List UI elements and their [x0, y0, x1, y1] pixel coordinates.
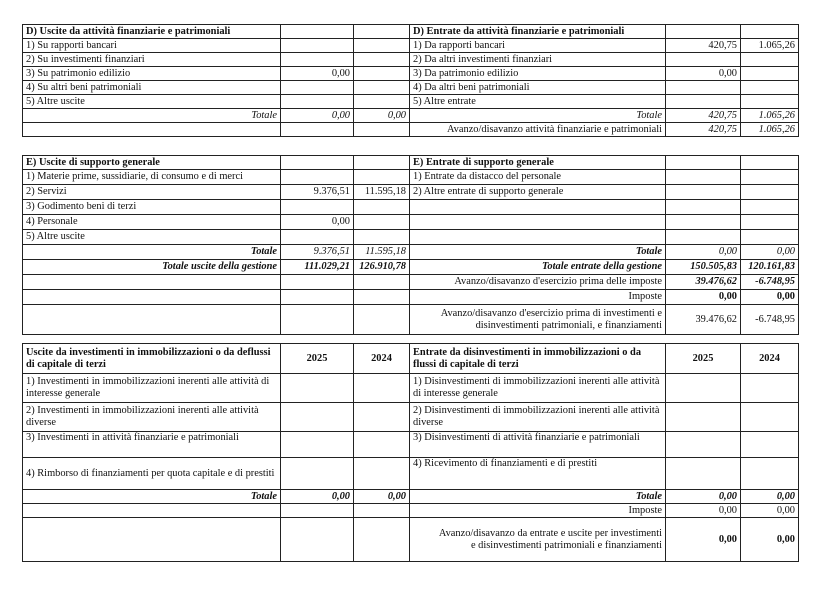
table-row: 3) Su patrimonio edilizio 0,00 3) Da patrimonio edilizio 0,00 [23, 67, 799, 81]
taxes-row: Imposte 0,00 0,00 [23, 290, 799, 305]
total-row: Totale 9.376,51 11.595,18 Totale 0,00 0,00 [23, 245, 799, 260]
table-row: 2) Investimenti in immobilizzazioni inerenti alle attività diverse 2) Disinvestimenti di immobilizzazioni inerenti alle attività diverse [23, 403, 799, 432]
final-surplus-row: Avanzo/disavanzo da entrate e uscite per investimenti e disinvestimenti patrimoniali e finanziamenti 0,00 0,00 [23, 518, 799, 562]
section-header-left: Uscite da investimenti in immobilizzazioni o da deflussi di capitale di terzi [23, 344, 281, 374]
table-financial-activities [22, 24, 799, 137]
table-row: 3) Godimento beni di terzi [23, 200, 799, 215]
surplus-before-investments-row: Avanzo/disavanzo d'esercizio prima di investimenti e disinvestimenti patrimoniali, e finanziamenti 39.476,62 -6.748,95 [23, 305, 799, 335]
year-2024-header: 2024 [354, 344, 410, 374]
section-header-right: E) Entrate di supporto generale [410, 156, 666, 170]
table-row: 1) Su rapporti bancari 1) Da rapporti bancari 420,75 1.065,26 [23, 39, 799, 53]
table-row: 2) Servizi 9.376,51 11.595,18 2) Altre entrate di supporto generale [23, 185, 799, 200]
table-row: 5) Altre uscite [23, 230, 799, 245]
table-row: 4) Su altri beni patrimoniali 4) Da altri beni patrimoniali [23, 81, 799, 95]
section-header-left: D) Uscite da attività finanziarie e patrimoniali [23, 25, 281, 39]
surplus-row: Avanzo/disavanzo attività finanziarie e patrimoniali 420,75 1.065,26 [23, 123, 799, 137]
table-row: 1) Materie prime, sussidiarie, di consumo e di merci 1) Entrate da distacco del personale [23, 170, 799, 185]
section-header-right: D) Entrate da attività finanziarie e patrimoniali [410, 25, 666, 39]
table-row: 4) Rimborso di finanziamenti per quota capitale e di prestiti 4) Ricevimento di finanziamenti e di prestiti [23, 458, 799, 490]
pretax-surplus-row: Avanzo/disavanzo d'esercizio prima delle imposte 39.476,62 -6.748,95 [23, 275, 799, 290]
section-header-left: E) Uscite di supporto generale [23, 156, 281, 170]
year-2025-header: 2025 [666, 344, 741, 374]
table-row: 1) Investimenti in immobilizzazioni inerenti alle attività di interesse generale 1) Disinvestimenti di immobilizzazioni inerenti alle attività di interesse generale [23, 374, 799, 403]
table-investments [22, 343, 799, 562]
table-general-support [22, 155, 799, 335]
table-row: 3) Investimenti in attività finanziarie e patrimoniali 3) Disinvestimenti di attività finanziarie e patrimoniali [23, 432, 799, 458]
year-2025-header: 2025 [281, 344, 354, 374]
section-header-right: Entrate da disinvestimenti in immobilizzazioni o da flussi di capitale di terzi [410, 344, 666, 374]
table-row: 5) Altre uscite 5) Altre entrate [23, 95, 799, 109]
table-row: 2) Su investimenti finanziari 2) Da altri investimenti finanziari [23, 53, 799, 67]
grand-total-row: Totale uscite della gestione 111.029,21 126.910,78 Totale entrate della gestione 150.505,83 120.161,83 [23, 260, 799, 275]
taxes-row: Imposte 0,00 0,00 [23, 504, 799, 518]
table-row: 4) Personale 0,00 [23, 215, 799, 230]
total-row: Totale 0,00 0,00 Totale 420,75 1.065,26 [23, 109, 799, 123]
year-2024-header: 2024 [741, 344, 799, 374]
total-row: Totale 0,00 0,00 Totale 0,00 0,00 [23, 490, 799, 504]
